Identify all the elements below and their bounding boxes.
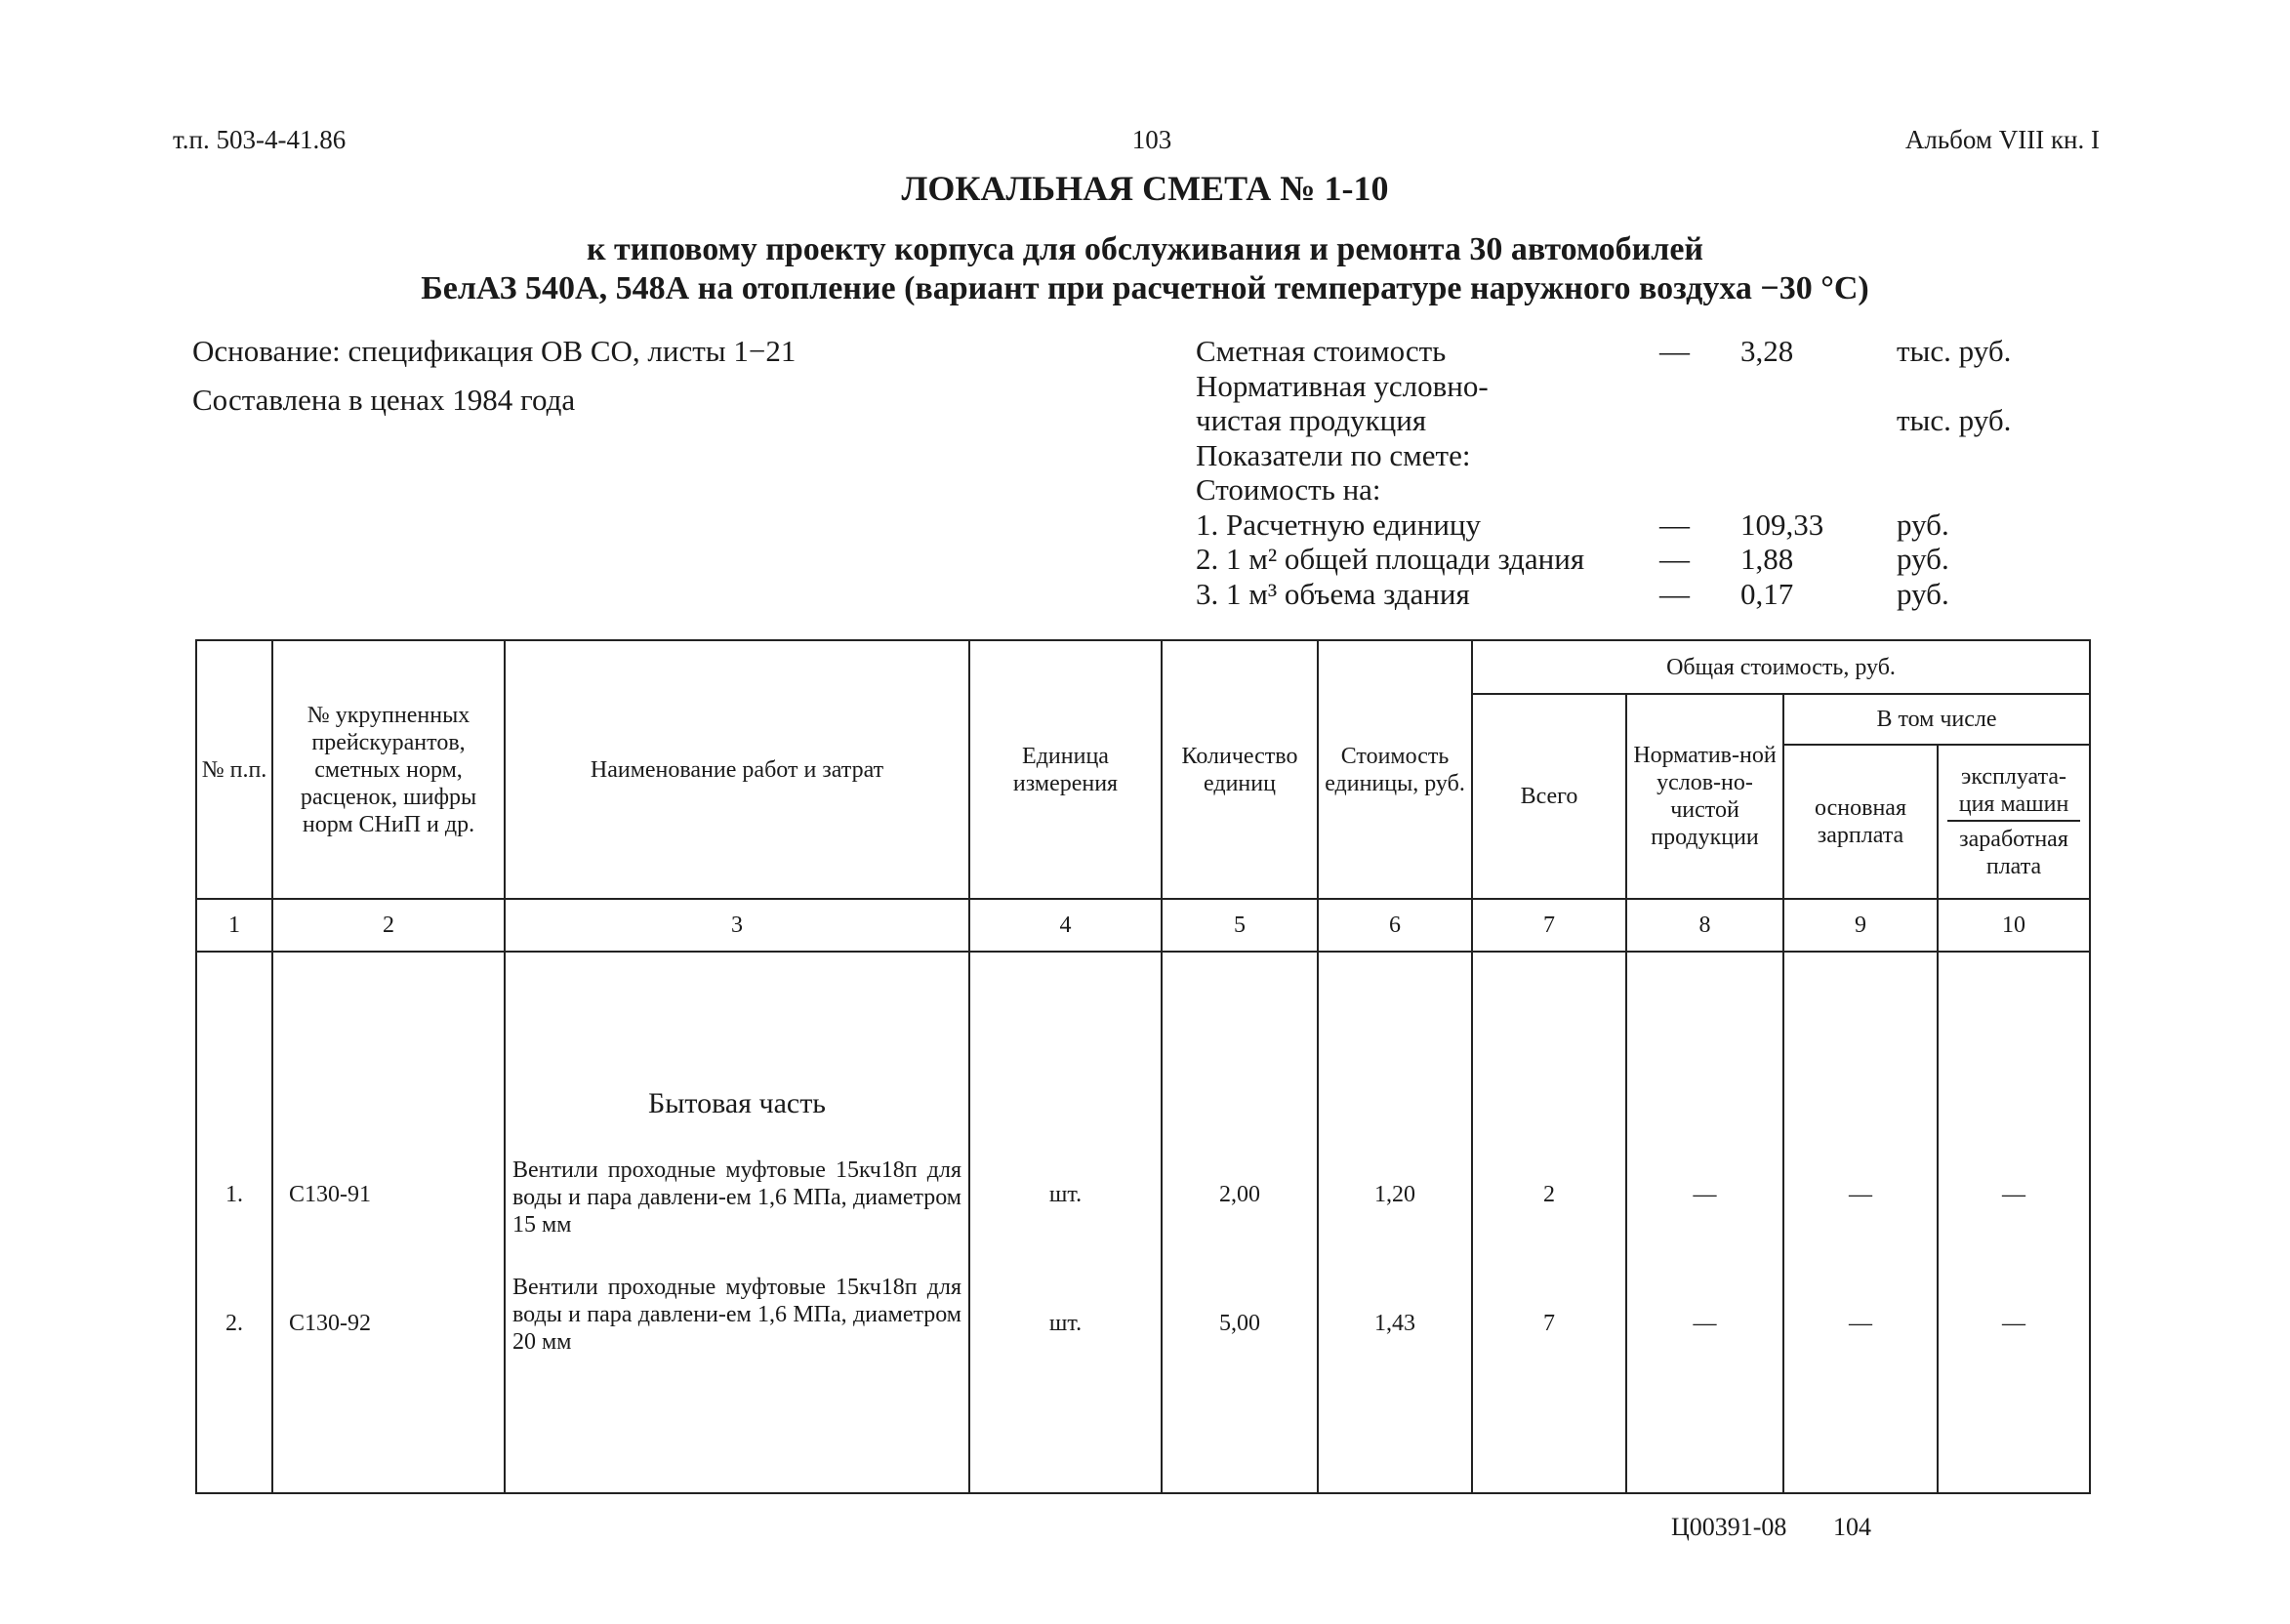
col-number: 10 xyxy=(1938,899,2090,952)
cost-unit: руб. xyxy=(1897,576,1949,611)
section-title: Бытовая часть xyxy=(648,1086,826,1119)
cost-label: Сметная стоимость xyxy=(1196,334,1447,368)
document-subtitle-2: БелАЗ 540А, 548А на отопление (вариант при расчетной температуре наружного воздуха −30 °С) xyxy=(421,270,1869,306)
cell-price xyxy=(1318,952,1472,1493)
cost-values xyxy=(1740,334,1823,611)
cost-dash: — xyxy=(1659,507,1690,542)
cost-dash: — xyxy=(1659,576,1690,611)
header-price: Стоимость единицы, руб. xyxy=(1318,640,1472,899)
col-number: 9 xyxy=(1783,899,1938,952)
header-code: № укрупненных прейскурантов, сметных норм, расценок, шифры норм СНиП и др. xyxy=(272,640,505,899)
basis-text: Основание: спецификация ОВ СО, листы 1−21 xyxy=(192,334,797,368)
cost-unit xyxy=(1897,438,2011,473)
cell-code xyxy=(272,952,505,1493)
row-2-wage: — xyxy=(1849,1310,1872,1336)
cost-value: 0,17 xyxy=(1740,576,1794,611)
cost-value xyxy=(1740,403,1823,438)
header-machines-cell xyxy=(1938,745,2090,899)
col-number: 2 xyxy=(272,899,505,952)
header-wage: основная зарплата xyxy=(1783,745,1938,899)
row-1-total: 2 xyxy=(1543,1181,1555,1207)
row-1-name: Вентили проходные муфтовые 15кч18п для воды и пара давлени-ем 1,6 МПа, диаметром 15 мм xyxy=(512,1157,961,1238)
document-subtitle-1: к типовому проекту корпуса для обслуживания и ремонта 30 автомобилей xyxy=(586,231,1704,267)
row-1-norm: — xyxy=(1693,1181,1717,1207)
row-2-norm: — xyxy=(1693,1310,1717,1336)
cost-unit: тыс. руб. xyxy=(1897,334,2012,368)
cost-labels xyxy=(1196,334,1584,611)
cost-unit xyxy=(1897,472,2011,508)
cost-dash xyxy=(1659,438,1690,473)
cost-label: 3. 1 м³ объема здания xyxy=(1196,576,1470,611)
header-name: Наименование работ и затрат xyxy=(505,640,969,899)
col-number: 4 xyxy=(969,899,1162,952)
row-1-price: 1,20 xyxy=(1374,1181,1415,1207)
row-2-name: Вентили проходные муфтовые 15кч18п для воды и пара давлени-ем 1,6 МПа, диаметром 20 мм xyxy=(512,1274,961,1355)
header-left: т.п. 503-4-41.86 xyxy=(173,125,347,154)
row-2-price: 1,43 xyxy=(1374,1310,1415,1336)
col-number: 3 xyxy=(505,899,969,952)
cost-unit xyxy=(1897,369,2011,404)
header-unit: Единица измерения xyxy=(969,640,1162,899)
cost-label: чистая продукция xyxy=(1196,403,1427,437)
cell-unit xyxy=(969,952,1162,1493)
col-number: 5 xyxy=(1162,899,1318,952)
cost-unit: руб. xyxy=(1897,507,1949,542)
cost-unit: руб. xyxy=(1897,542,1949,576)
row-2-no: 2. xyxy=(225,1310,243,1336)
cost-value: 3,28 xyxy=(1740,334,1794,368)
cost-value xyxy=(1740,472,1823,508)
col-number: 7 xyxy=(1472,899,1626,952)
row-1-wage: — xyxy=(1849,1181,1872,1207)
cell-norm xyxy=(1626,952,1783,1493)
cost-label: 1. Расчетную единицу xyxy=(1196,507,1482,542)
row-2-total: 7 xyxy=(1543,1310,1555,1336)
cost-dash: — xyxy=(1659,542,1690,576)
document-title: ЛОКАЛЬНАЯ СМЕТА № 1-10 xyxy=(901,169,1389,208)
col-number: 8 xyxy=(1626,899,1783,952)
cell-machines xyxy=(1938,952,2090,1493)
table-body-row xyxy=(196,952,2090,1493)
header-no: № п.п. xyxy=(196,640,272,899)
cost-label: Стоимость на: xyxy=(1196,472,1381,507)
row-2-machines: — xyxy=(2002,1310,2026,1336)
header-incl: В том числе xyxy=(1783,694,2090,745)
cell-name xyxy=(505,952,969,1493)
header-qty: Количество единиц xyxy=(1162,640,1318,899)
cost-dashes xyxy=(1659,334,1690,611)
row-1-qty: 2,00 xyxy=(1219,1181,1260,1207)
header-total-group: Общая стоимость, руб. xyxy=(1472,640,2090,694)
header-norm: Норматив-ной услов-но-чистой продукции xyxy=(1626,694,1783,899)
cost-label: Нормативная условно- xyxy=(1196,368,1489,403)
row-1-unit: шт. xyxy=(1048,1181,1083,1207)
row-1-no: 1. xyxy=(225,1181,243,1207)
header-machines-wage: заработная плата xyxy=(1959,827,2068,879)
cost-units xyxy=(1897,334,2011,611)
row-2-unit: шт. xyxy=(1048,1310,1083,1336)
row-1-machines: — xyxy=(2002,1181,2026,1207)
cost-unit: тыс. руб. xyxy=(1897,403,2012,437)
footer-page: 104 xyxy=(1833,1513,1871,1541)
header-right: Альбом VIII кн. I xyxy=(1904,125,2100,154)
estimate-table xyxy=(195,639,2091,1494)
header-machines: эксплуата-ция машин xyxy=(1947,763,2080,822)
cost-dash: — xyxy=(1659,334,1690,368)
cost-value xyxy=(1740,369,1823,404)
cell-wage xyxy=(1783,952,1938,1493)
cost-dash xyxy=(1659,369,1690,404)
prices-year-text: Составлена в ценах 1984 года xyxy=(192,383,576,417)
cost-dash xyxy=(1659,403,1690,438)
header-all: Всего xyxy=(1472,694,1626,899)
row-2-qty: 5,00 xyxy=(1219,1310,1260,1336)
footer-code: Ц00391-08 xyxy=(1671,1513,1787,1541)
cell-qty xyxy=(1162,952,1318,1493)
page-number: 103 xyxy=(1131,125,1172,154)
cost-label: Показатели по смете: xyxy=(1196,437,1471,472)
cell-no xyxy=(196,952,272,1493)
row-2-code: С130-92 xyxy=(289,1310,371,1336)
cost-value xyxy=(1740,438,1823,473)
col-number: 1 xyxy=(196,899,272,952)
cost-value: 109,33 xyxy=(1740,507,1824,542)
col-number: 6 xyxy=(1318,899,1472,952)
row-1-code: С130-91 xyxy=(289,1181,371,1207)
cell-total xyxy=(1472,952,1626,1493)
cost-label: 2. 1 м² общей площади здания xyxy=(1196,542,1585,576)
cost-dash xyxy=(1659,472,1690,508)
cost-value: 1,88 xyxy=(1740,542,1794,576)
